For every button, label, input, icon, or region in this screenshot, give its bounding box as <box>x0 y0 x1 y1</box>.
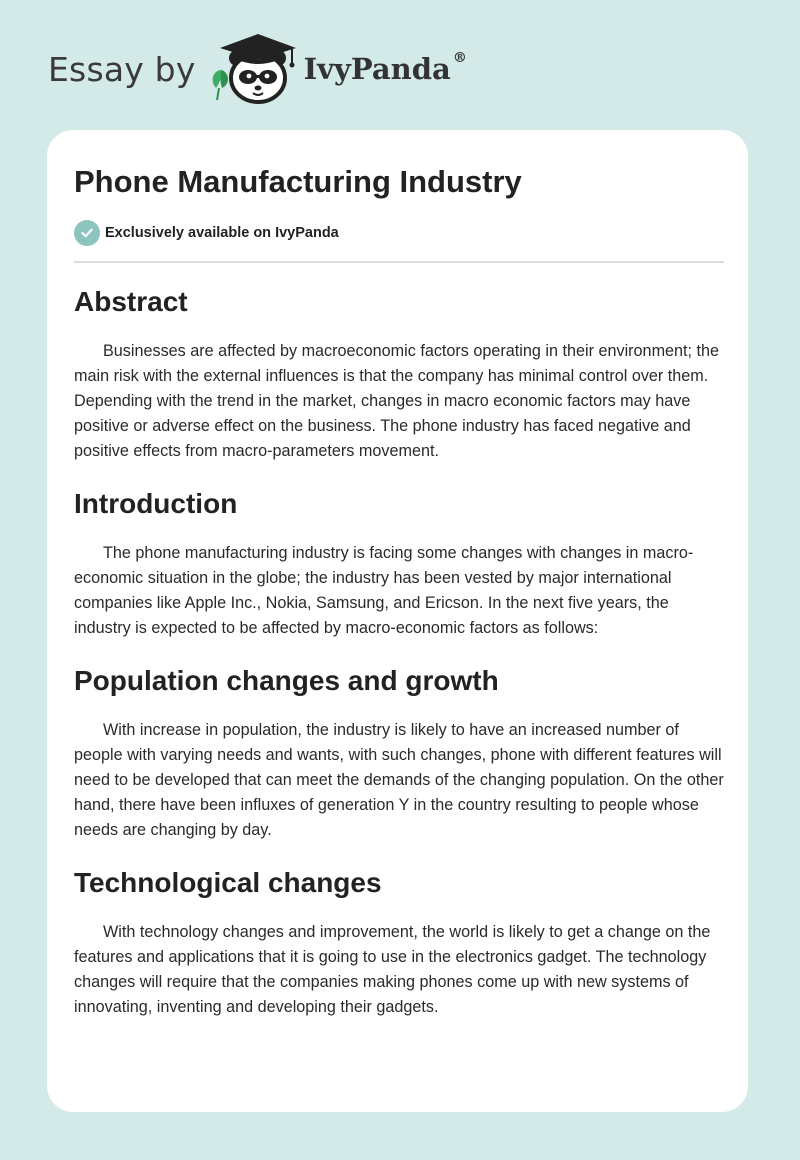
section-heading: Population changes and growth <box>74 665 499 696</box>
page-title: Phone Manufacturing Industry <box>74 164 522 199</box>
check-circle-icon <box>74 220 100 246</box>
section-heading: Introduction <box>74 488 238 519</box>
section-heading: Technological changes <box>74 867 382 898</box>
essay-by-label: Essay by <box>48 49 196 89</box>
section-paragraph: With technology changes and improvement, the world is likely to get a change on the features and applications that it is going to use in the electronics gadget. The technology changes will require that the companies making phones come up with new systems of innovating, inventing and developing their gadgets. <box>74 923 711 1016</box>
brand-name-text: IvyPanda <box>303 52 451 86</box>
exclusive-label: Exclusively available on IvyPanda <box>105 225 339 241</box>
section-introduction <box>74 487 724 641</box>
section-paragraph: Businesses are affected by macroeconomic factors operating in their environment; the main risk with the external influences is that the company has minimal control over them. Depending with the trend in the market, changes in macro economic factors may have positive or adverse effect on the business. The phone industry has faced negative and positive effects from macro-parameters movement. <box>74 342 720 460</box>
section-abstract <box>74 285 724 464</box>
exclusive-badge <box>74 220 339 246</box>
section-paragraph: With increase in population, the industry is likely to have an increased number of people with varying needs and wants, with such changes, phone with different features will need to be developed that can meet the demands of the changing population. On the other hand, there have been influxes of generation Y in the country resulting to people whose needs are changing by day. <box>74 721 724 839</box>
panda-graduation-cap-logo-icon <box>210 30 302 104</box>
section-paragraph: The phone manufacturing industry is facing some changes with changes in macro-economic situation in the globe; the industry has been vested by major international companies like Apple Inc., Nokia, Samsung, and Ericson. In the next five years, the industry is expected to be affected by macro-economic factors as follows: <box>74 544 694 637</box>
divider <box>74 261 724 263</box>
section-technological-changes <box>74 866 724 1020</box>
section-heading: Abstract <box>74 286 188 317</box>
brand-name <box>304 52 467 86</box>
site-header <box>48 34 467 104</box>
registered-mark: ® <box>452 50 467 66</box>
section-population-changes <box>74 664 724 843</box>
essay-card <box>47 130 748 1112</box>
